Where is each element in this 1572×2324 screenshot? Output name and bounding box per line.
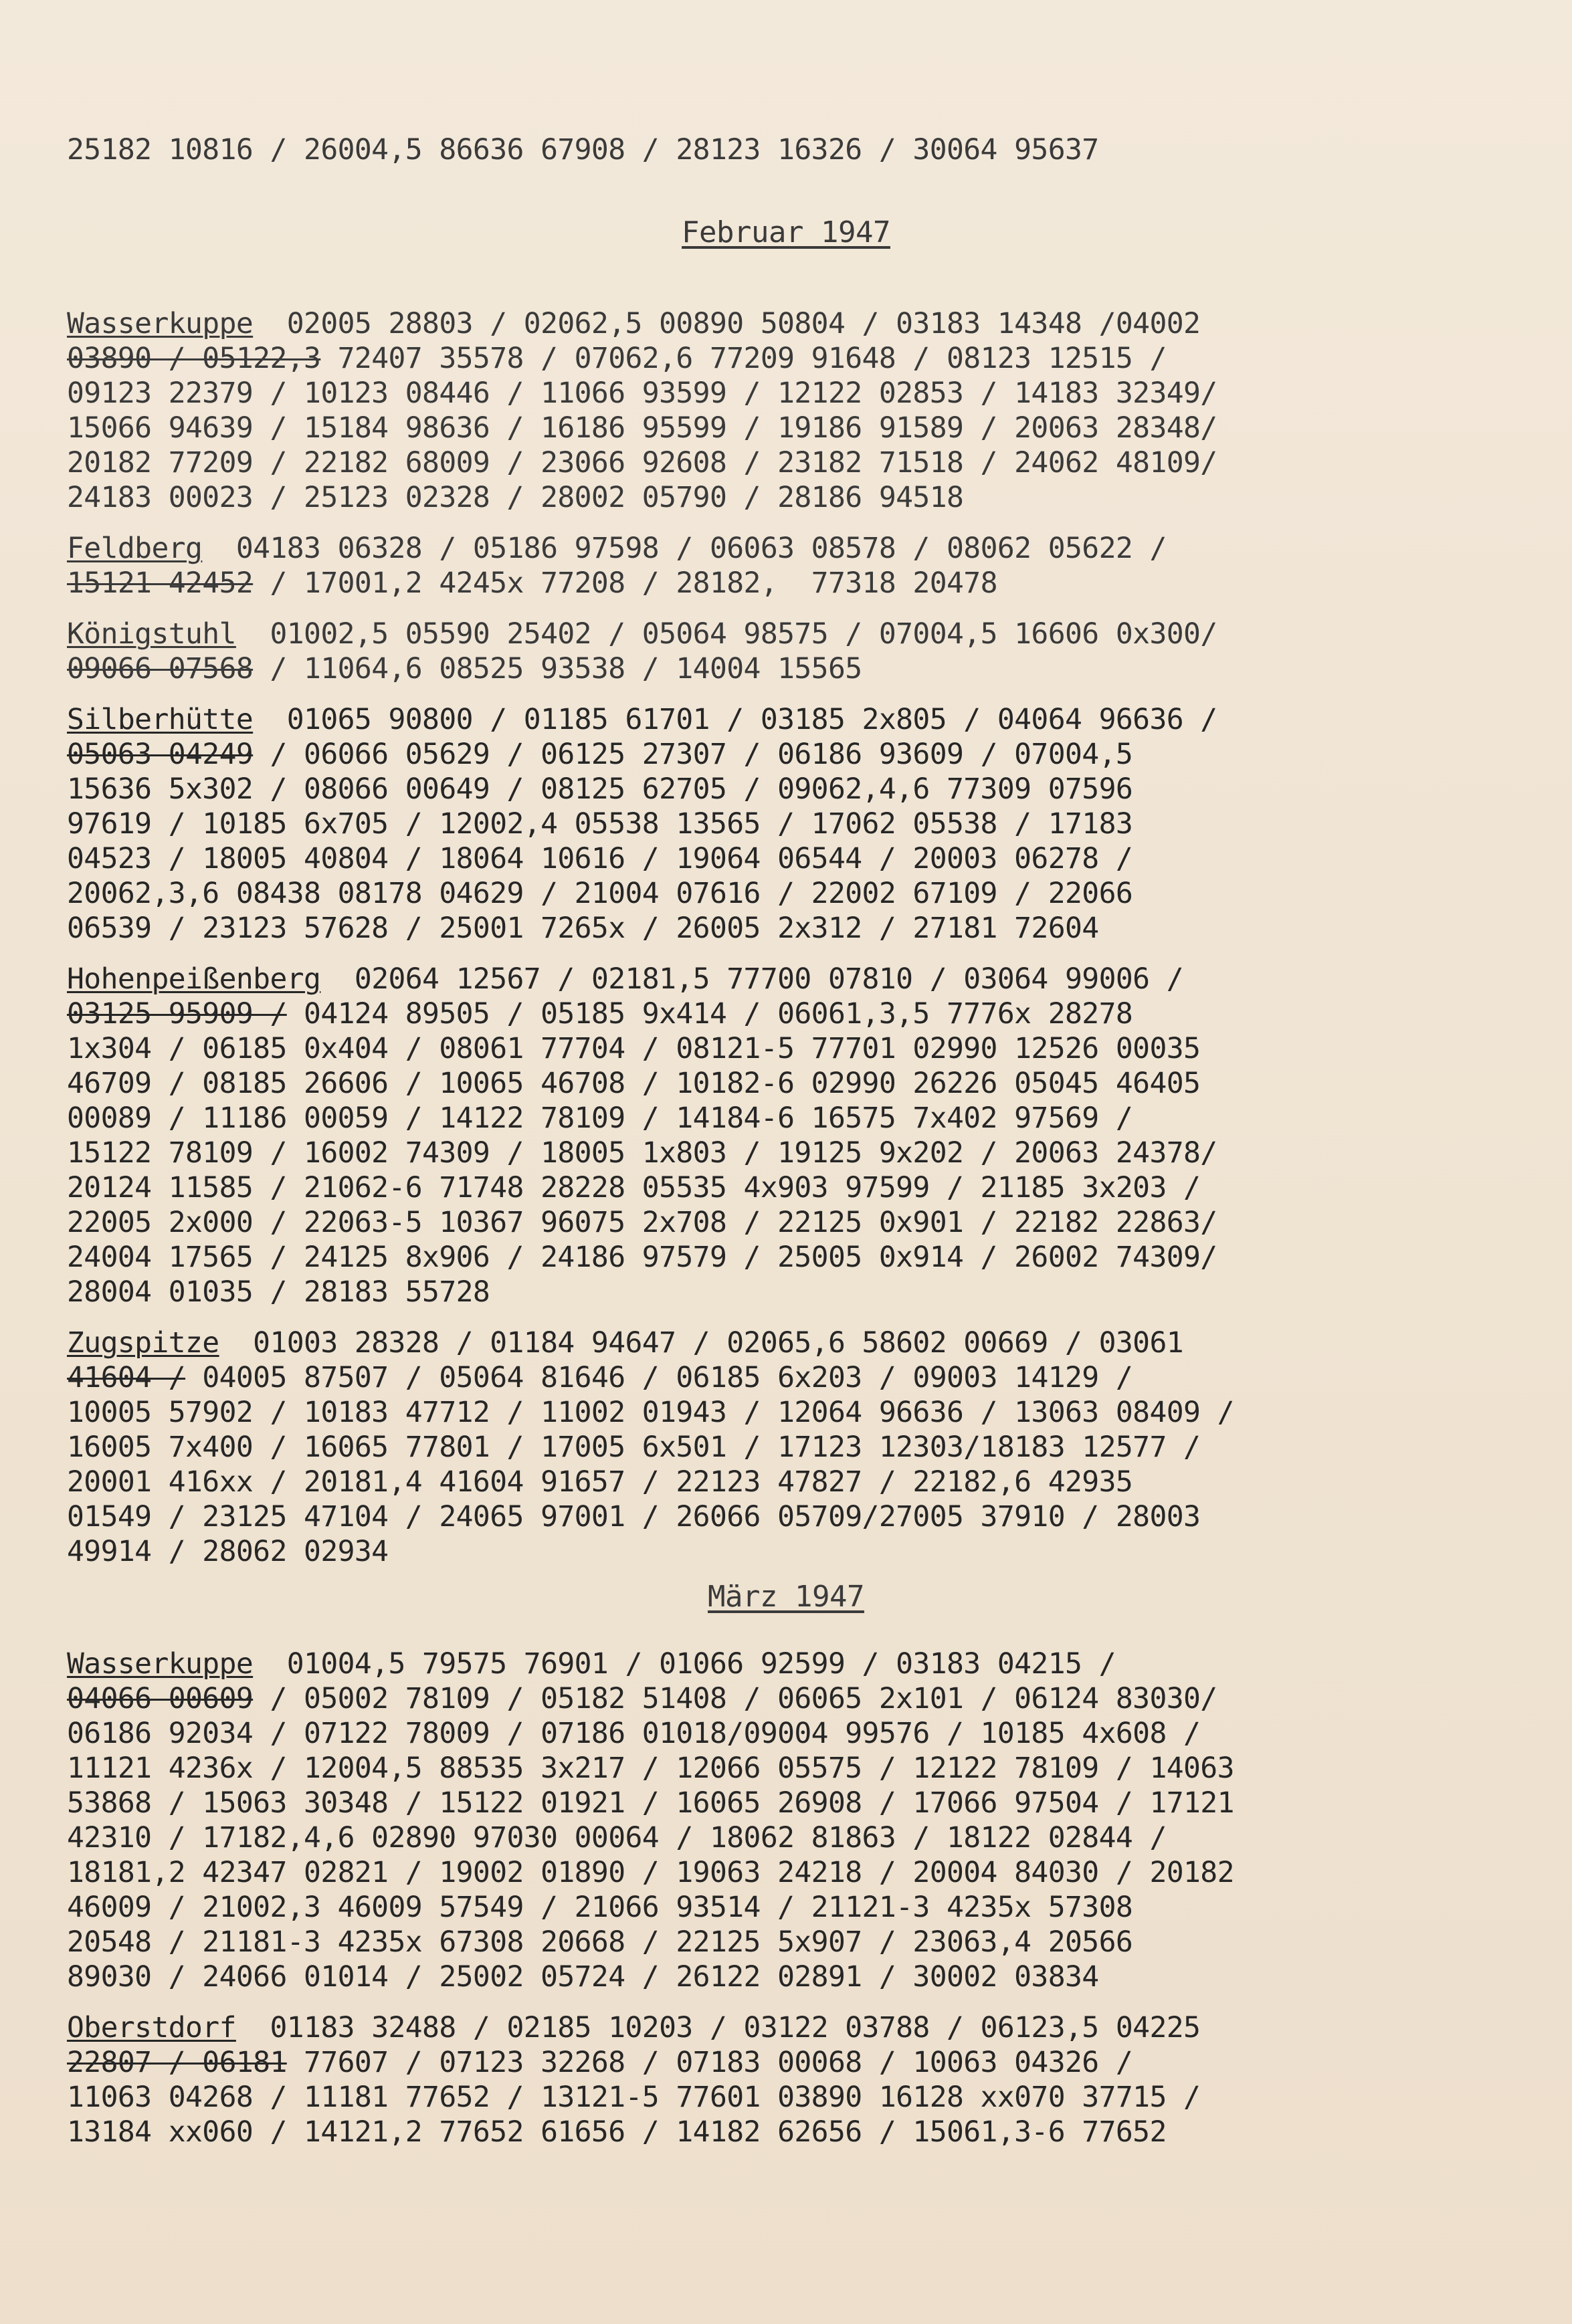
- entry-line: 89030 / 24066 01014 / 25002 05724 / 26122 02891 / 30002 03834: [67, 1960, 1099, 1994]
- entry-line: 20124 11585 / 21062-6 71748 28228 05535 4x903 97599 / 21185 3x203 /: [67, 1171, 1201, 1204]
- station-entry: [67, 617, 1518, 686]
- station-name: Silberhütte: [67, 703, 254, 736]
- section-title: [0, 1580, 1572, 1614]
- entry-line: [67, 1681, 1518, 1716]
- entry-line: 53868 / 15063 30348 / 15122 01921 / 16065 26908 / 17066 97504 / 17121: [67, 1786, 1234, 1820]
- entry-line: 49914 / 28062 02934: [67, 1535, 389, 1568]
- entry-line: 01549 / 23125 47104 / 24065 97001 / 26066 05709/27005 37910 / 28003: [67, 1500, 1201, 1534]
- entry-values: / 11064,6 08525 93538 / 14004 15565: [253, 652, 862, 685]
- entry-values: 01065 90800 / 01185 61701 / 03185 2x805 / 04064 96636 /: [253, 703, 1217, 736]
- entry-line: [67, 341, 1518, 376]
- entry-line: 97619 / 10185 6x705 / 12002,4 05538 13565 / 17062 05538 / 17183: [67, 807, 1133, 841]
- entry-line: 18181,2 42347 02821 / 19002 01890 / 19063 24218 / 20004 84030 / 20182: [67, 1856, 1234, 1889]
- entry-values: 01183 32488 / 02185 10203 / 03122 03788 / 06123,5 04225: [235, 2011, 1201, 2044]
- entry-line: [67, 2045, 1518, 2080]
- station-name: Königstuhl: [67, 617, 236, 651]
- entry-values: 04124 89505 / 05185 9x414 / 06061,3,5 7776x 28278: [286, 997, 1133, 1031]
- entry-values: / 17001,2 4245x 77208 / 28182, 77318 20478: [253, 566, 997, 600]
- station-entry: [67, 2010, 1518, 2149]
- entry-line: 20062,3,6 08438 08178 04629 / 21004 07616 / 22002 67109 / 22066: [67, 877, 1133, 910]
- entry-line: [67, 1360, 1518, 1395]
- struck-values: 03890 / 05122,3: [67, 342, 321, 375]
- entry-values: 01002,5 05590 25402 / 05064 98575 / 07004,5 16606 0x300/: [235, 617, 1217, 651]
- entry-values: 77607 / 07123 32268 / 07183 00068 / 10063 04326 /: [286, 2046, 1133, 2079]
- entry-line: 09123 22379 / 10123 08446 / 11066 93599 / 12122 02853 / 14183 32349/: [67, 377, 1217, 410]
- entry-line: [67, 651, 1518, 686]
- section-title-text: Februar 1947: [682, 215, 890, 249]
- station-entry: [67, 1326, 1518, 1569]
- entry-line: 00089 / 11186 00059 / 14122 78109 / 14184-6 16575 7x402 97569 /: [67, 1101, 1133, 1135]
- entry-line: 46709 / 08185 26606 / 10065 46708 / 10182-6 02990 26226 05045 46405: [67, 1067, 1201, 1100]
- struck-values: 41604 /: [67, 1361, 186, 1394]
- entry-line: 20182 77209 / 22182 68009 / 23066 92608 / 23182 71518 / 24062 48109/: [67, 446, 1217, 480]
- entry-values: 04183 06328 / 05186 97598 / 06063 08578 / 08062 05622 /: [202, 532, 1167, 565]
- entry-line: 24183 00023 / 25123 02328 / 28002 05790 / 28186 94518: [67, 481, 964, 514]
- entry-line: 16005 7x400 / 16065 77801 / 17005 6x501 / 17123 12303/18183 12577 /: [67, 1431, 1201, 1464]
- entry-line: [67, 531, 1518, 566]
- struck-values: 09066 07568: [67, 652, 254, 685]
- entry-values: 04005 87507 / 05064 81646 / 06185 6x203 / 09003 14129 /: [185, 1361, 1133, 1394]
- entry-line: 20548 / 21181-3 4235x 67308 20668 / 22125 5x907 / 23063,4 20566: [67, 1925, 1133, 1959]
- station-entry: [67, 306, 1518, 515]
- entry-line: [67, 962, 1518, 996]
- station-name: Wasserkuppe: [67, 1647, 254, 1681]
- entry-values: 02064 12567 / 02181,5 77700 07810 / 03064 99006 /: [320, 962, 1184, 996]
- entry-line: [67, 566, 1518, 601]
- entry-values: 01003 28328 / 01184 94647 / 02065,6 58602 00669 / 03061: [219, 1326, 1184, 1360]
- entry-line: 15122 78109 / 16002 74309 / 18005 1x803 / 19125 9x202 / 20063 24378/: [67, 1136, 1217, 1170]
- entry-line: [67, 617, 1518, 651]
- station-entry: [67, 962, 1518, 1309]
- struck-values: 04066 00609: [67, 1682, 254, 1715]
- entry-line: 13184 xx060 / 14121,2 77652 61656 / 14182 62656 / 15061,3-6 77652: [67, 2115, 1167, 2149]
- entry-values: 01004,5 79575 76901 / 01066 92599 / 03183 04215 /: [253, 1647, 1116, 1681]
- entry-values: / 06066 05629 / 06125 27307 / 06186 93609 / 07004,5: [253, 738, 1133, 771]
- entry-values: 02005 28803 / 02062,5 00890 50804 / 03183 14348 /04002: [253, 307, 1201, 340]
- entry-line: 1x304 / 06185 0x404 / 08061 77704 / 08121-5 77701 02990 12526 00035: [67, 1032, 1201, 1065]
- entry-line: 20001 416xx / 20181,4 41604 91657 / 22123 47827 / 22182,6 42935: [67, 1465, 1133, 1499]
- entry-line: 15636 5x302 / 08066 00649 / 08125 62705 / 09062,4,6 77309 07596: [67, 772, 1133, 806]
- station-entry: [67, 1647, 1518, 1994]
- entry-line: 24004 17565 / 24125 8x906 / 24186 97579 / 25005 0x914 / 26002 74309/: [67, 1241, 1217, 1274]
- entry-line: 06539 / 23123 57628 / 25001 7265x / 26005 2x312 / 27181 72604: [67, 912, 1099, 945]
- entry-line: [67, 306, 1518, 341]
- entry-line: 10005 57902 / 10183 47712 / 11002 01943 / 12064 96636 / 13063 08409 /: [67, 1396, 1234, 1429]
- entry-line: [67, 1647, 1518, 1681]
- entry-line: 46009 / 21002,3 46009 57549 / 21066 93514 / 21121-3 4235x 57308: [67, 1891, 1133, 1924]
- struck-values: 22807 / 06181: [67, 2046, 287, 2079]
- entry-line: 15066 94639 / 15184 98636 / 16186 95599 / 19186 91589 / 20063 28348/: [67, 411, 1217, 445]
- station-name: Oberstdorf: [67, 2011, 236, 2044]
- station-entry: [67, 702, 1518, 946]
- entry-values: / 05002 78109 / 05182 51408 / 06065 2x101 / 06124 83030/: [253, 1682, 1217, 1715]
- entry-line: 11121 4236x / 12004,5 88535 3x217 / 12066 05575 / 12122 78109 / 14063: [67, 1752, 1234, 1785]
- entry-line: 06186 92034 / 07122 78009 / 07186 01018/09004 99576 / 10185 4x608 /: [67, 1717, 1201, 1750]
- entry-line: 11063 04268 / 11181 77652 / 13121-5 77601 03890 16128 xx070 37715 /: [67, 2081, 1201, 2114]
- station-name: Wasserkuppe: [67, 307, 254, 340]
- entry-line: 04523 / 18005 40804 / 18064 10616 / 19064 06544 / 20003 06278 /: [67, 842, 1133, 875]
- struck-values: 03125 95909 /: [67, 997, 287, 1031]
- station-name: Feldberg: [67, 532, 203, 565]
- entry-line: [67, 996, 1518, 1031]
- entry-line: 42310 / 17182,4,6 02890 97030 00064 / 18062 81863 / 18122 02844 /: [67, 1821, 1167, 1855]
- entry-line: [67, 1326, 1518, 1360]
- entry-line: [67, 2010, 1518, 2045]
- entry-line: [67, 737, 1518, 772]
- station-entry: [67, 531, 1518, 601]
- struck-values: 15121 42452: [67, 566, 254, 600]
- header-line: 25182 10816 / 26004,5 86636 67908 / 28123 16326 / 30064 95637: [67, 133, 1099, 167]
- entry-line: 28004 01035 / 28183 55728: [67, 1275, 490, 1309]
- entry-line: 22005 2x000 / 22063-5 10367 96075 2x708 / 22125 0x901 / 22182 22863/: [67, 1206, 1217, 1239]
- section-title-text: März 1947: [708, 1580, 864, 1614]
- entry-values: 72407 35578 / 07062,6 77209 91648 / 08123 12515 /: [320, 342, 1167, 375]
- station-name: Zugspitze: [67, 1326, 219, 1360]
- struck-values: 05063 04249: [67, 738, 254, 771]
- station-name: Hohenpeißenberg: [67, 962, 321, 996]
- section-title: [0, 215, 1572, 249]
- entry-line: [67, 702, 1518, 737]
